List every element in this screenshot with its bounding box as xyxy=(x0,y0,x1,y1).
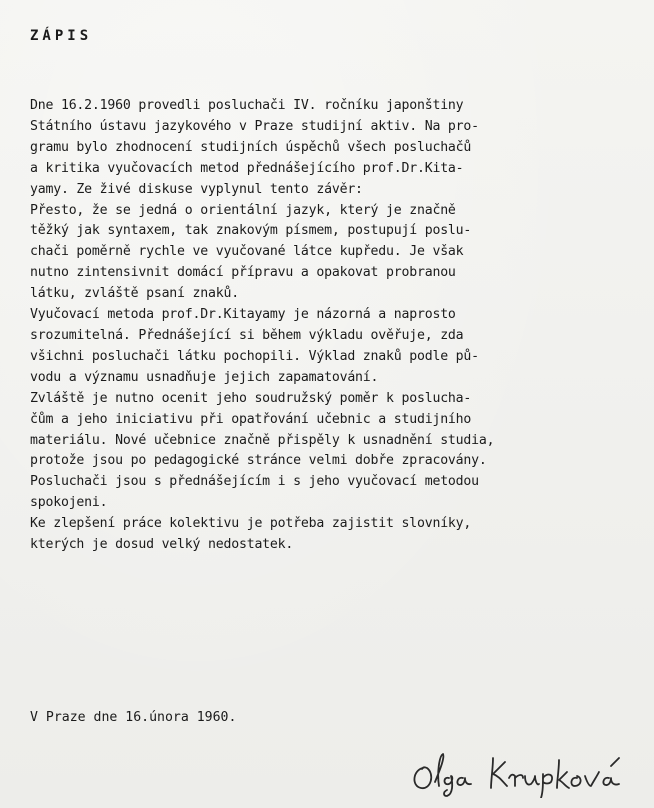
document-title: ZÁPIS xyxy=(30,28,93,44)
body-line: Vyučovací metoda prof.Dr.Kitayamy je názorná a naprosto xyxy=(30,307,456,323)
signature-icon xyxy=(405,738,635,798)
body-line: vodu a významu usnadňuje jejich zapamatování. xyxy=(30,369,379,385)
body-line: těžký jak syntaxem, tak znakovým písmem, postupují poslu- xyxy=(30,223,472,239)
body-line: Přesto, že se jedná o orientální jazyk, který je značně xyxy=(30,202,456,218)
body-line: srozumitelná. Přednášející si během výkladu ověřuje, zda xyxy=(30,327,464,343)
body-line: protože jsou po pedagogické stránce velmi dobře zpracovány. xyxy=(30,453,487,469)
body-line: a kritika vyučovacích metod přednášejícího prof.Dr.Kita- xyxy=(30,160,464,176)
body-line: nutno zintensivnit domácí přípravu a opakovat probranou xyxy=(30,265,456,281)
signature xyxy=(405,738,635,798)
body-line: yamy. Ze živé diskuse vyplynul tento závěr: xyxy=(30,181,363,197)
body-line: Posluchači jsou s přednášejícím i s jeho vyučovací metodou xyxy=(30,474,479,490)
body-line: materiálu. Nové učebnice značně přispěly k usnadnění studia, xyxy=(30,432,495,448)
body-line: spokojeni. xyxy=(30,495,108,511)
document-body xyxy=(30,96,640,556)
body-line: Zvláště je nutno ocenit jeho soudružský poměr k posluchа- xyxy=(30,390,472,406)
body-line: kterých je dosud velký nedostatek. xyxy=(30,537,294,553)
body-line: gramu bylo zhodnocení studijních úspěchů všech posluchačů xyxy=(30,139,472,155)
body-line: Ke zlepšení práce kolektivu je potřeba zajistit slovníky, xyxy=(30,516,472,532)
body-line: Dne 16.2.1960 provedli posluchači IV. ročníku japonštiny xyxy=(30,98,464,113)
body-line: Státního ústavu jazykového v Praze studijní aktiv. Na pro- xyxy=(30,118,479,134)
body-line: všichni posluchači látku pochopili. Výklad znaků podle pů- xyxy=(30,348,479,364)
body-line: čům a jeho iniciativu při opatřování učebnic a studijního xyxy=(30,411,472,427)
body-line: látku, zvláště psaní znaků. xyxy=(30,286,239,302)
body-line: chači poměrně rychle ve vyučované látce kupředu. Je však xyxy=(30,244,464,260)
date-line: V Praze dne 16.února 1960. xyxy=(30,710,237,725)
